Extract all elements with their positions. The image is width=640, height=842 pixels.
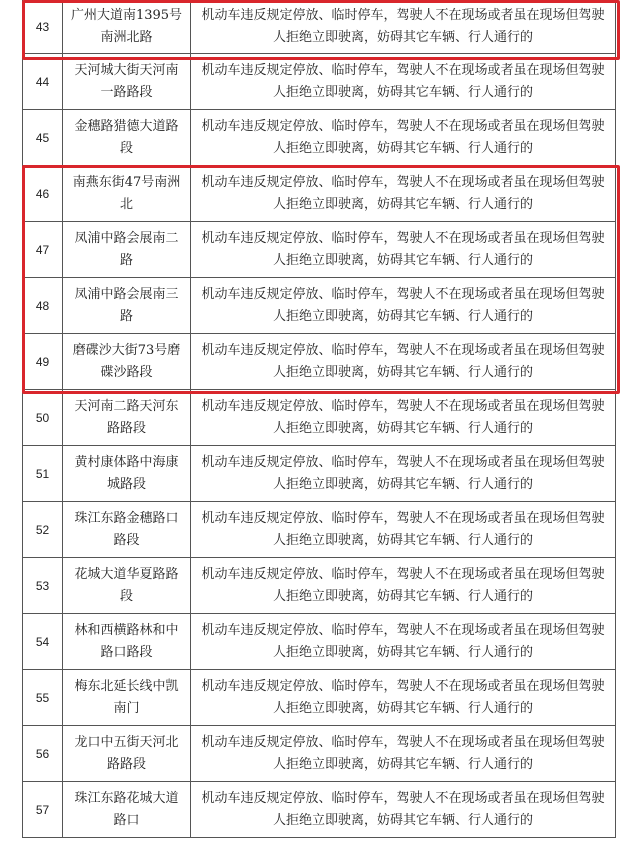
row-number: 44: [23, 54, 63, 109]
location-cell: 花城大道华夏路路段: [63, 558, 191, 613]
table-row: [23, 278, 615, 334]
row-number: 51: [23, 446, 63, 501]
table-row: [23, 726, 615, 782]
description-cell: 机动车违反规定停放、临时停车，驾驶人不在现场或者虽在现场但驾驶人拒绝立即驶离，妨碍其它车辆、行人通行的: [201, 286, 605, 324]
description-cell: 机动车违反规定停放、临时停车，驾驶人不在现场或者虽在现场但驾驶人拒绝立即驶离，妨碍其它车辆、行人通行的: [201, 174, 605, 212]
location-cell: 黄村康体路中海康城路段: [63, 446, 191, 501]
row-number: 45: [23, 110, 63, 165]
table-row: [23, 54, 615, 110]
row-number: 46: [23, 166, 63, 221]
table-row: [23, 0, 615, 54]
description-cell: 机动车违反规定停放、临时停车，驾驶人不在现场或者虽在现场但驾驶人拒绝立即驶离，妨碍其它车辆、行人通行的: [201, 118, 605, 156]
row-number: 55: [23, 670, 63, 725]
table-row: [23, 782, 615, 838]
row-number: 53: [23, 558, 63, 613]
location-cell: 磨碟沙大街73号磨碟沙路段: [63, 334, 191, 389]
row-number: 56: [23, 726, 63, 781]
description-cell: 机动车违反规定停放、临时停车，驾驶人不在现场或者虽在现场但驾驶人拒绝立即驶离，妨碍其它车辆、行人通行的: [201, 62, 605, 100]
table-row: [23, 334, 615, 390]
location-cell: 林和西横路林和中路口路段: [63, 614, 191, 669]
location-cell: 天河南二路天河东路路段: [63, 390, 191, 445]
table-row: [23, 614, 615, 670]
description-cell: 机动车违反规定停放、临时停车，驾驶人不在现场或者虽在现场但驾驶人拒绝立即驶离，妨碍其它车辆、行人通行的: [201, 454, 605, 492]
parking-violation-table: [22, 0, 616, 838]
location-cell: 珠江东路花城大道路口: [63, 782, 191, 837]
description-cell: 机动车违反规定停放、临时停车，驾驶人不在现场或者虽在现场但驾驶人拒绝立即驶离，妨碍其它车辆、行人通行的: [201, 230, 605, 268]
row-number: 49: [23, 334, 63, 389]
location-cell: 南燕东街47号南洲北: [63, 166, 191, 221]
description-cell: 机动车违反规定停放、临时停车，驾驶人不在现场或者虽在现场但驾驶人拒绝立即驶离，妨碍其它车辆、行人通行的: [201, 790, 605, 828]
location-cell: 天河城大街天河南一路路段: [63, 54, 191, 109]
description-cell: 机动车违反规定停放、临时停车，驾驶人不在现场或者虽在现场但驾驶人拒绝立即驶离，妨碍其它车辆、行人通行的: [201, 7, 605, 45]
table-row: [23, 446, 615, 502]
table-row: [23, 670, 615, 726]
description-cell: 机动车违反规定停放、临时停车，驾驶人不在现场或者虽在现场但驾驶人拒绝立即驶离，妨碍其它车辆、行人通行的: [201, 678, 605, 716]
table-row: [23, 502, 615, 558]
description-cell: 机动车违反规定停放、临时停车，驾驶人不在现场或者虽在现场但驾驶人拒绝立即驶离，妨碍其它车辆、行人通行的: [201, 622, 605, 660]
table-row: [23, 110, 615, 166]
row-number: 54: [23, 614, 63, 669]
location-cell: 凤浦中路会展南三路: [63, 278, 191, 333]
location-cell: 龙口中五街天河北路路段: [63, 726, 191, 781]
description-cell: 机动车违反规定停放、临时停车，驾驶人不在现场或者虽在现场但驾驶人拒绝立即驶离，妨碍其它车辆、行人通行的: [201, 734, 605, 772]
description-cell: 机动车违反规定停放、临时停车，驾驶人不在现场或者虽在现场但驾驶人拒绝立即驶离，妨碍其它车辆、行人通行的: [201, 398, 605, 436]
row-number: 43: [23, 0, 63, 53]
description-cell: 机动车违反规定停放、临时停车，驾驶人不在现场或者虽在现场但驾驶人拒绝立即驶离，妨碍其它车辆、行人通行的: [201, 566, 605, 604]
table-row: [23, 166, 615, 222]
location-cell: 广州大道南1395号南洲北路: [63, 0, 191, 53]
location-cell: 凤浦中路会展南二路: [63, 222, 191, 277]
table-row: [23, 390, 615, 446]
row-number: 52: [23, 502, 63, 557]
description-cell: 机动车违反规定停放、临时停车，驾驶人不在现场或者虽在现场但驾驶人拒绝立即驶离，妨碍其它车辆、行人通行的: [201, 510, 605, 548]
row-number: 50: [23, 390, 63, 445]
row-number: 47: [23, 222, 63, 277]
row-number: 48: [23, 278, 63, 333]
table-row: [23, 558, 615, 614]
description-cell: 机动车违反规定停放、临时停车，驾驶人不在现场或者虽在现场但驾驶人拒绝立即驶离，妨碍其它车辆、行人通行的: [201, 342, 605, 380]
location-cell: 金穗路猎德大道路段: [63, 110, 191, 165]
table-row: [23, 222, 615, 278]
location-cell: 梅东北延长线中凯南门: [63, 670, 191, 725]
row-number: 57: [23, 782, 63, 837]
location-cell: 珠江东路金穗路口路段: [63, 502, 191, 557]
